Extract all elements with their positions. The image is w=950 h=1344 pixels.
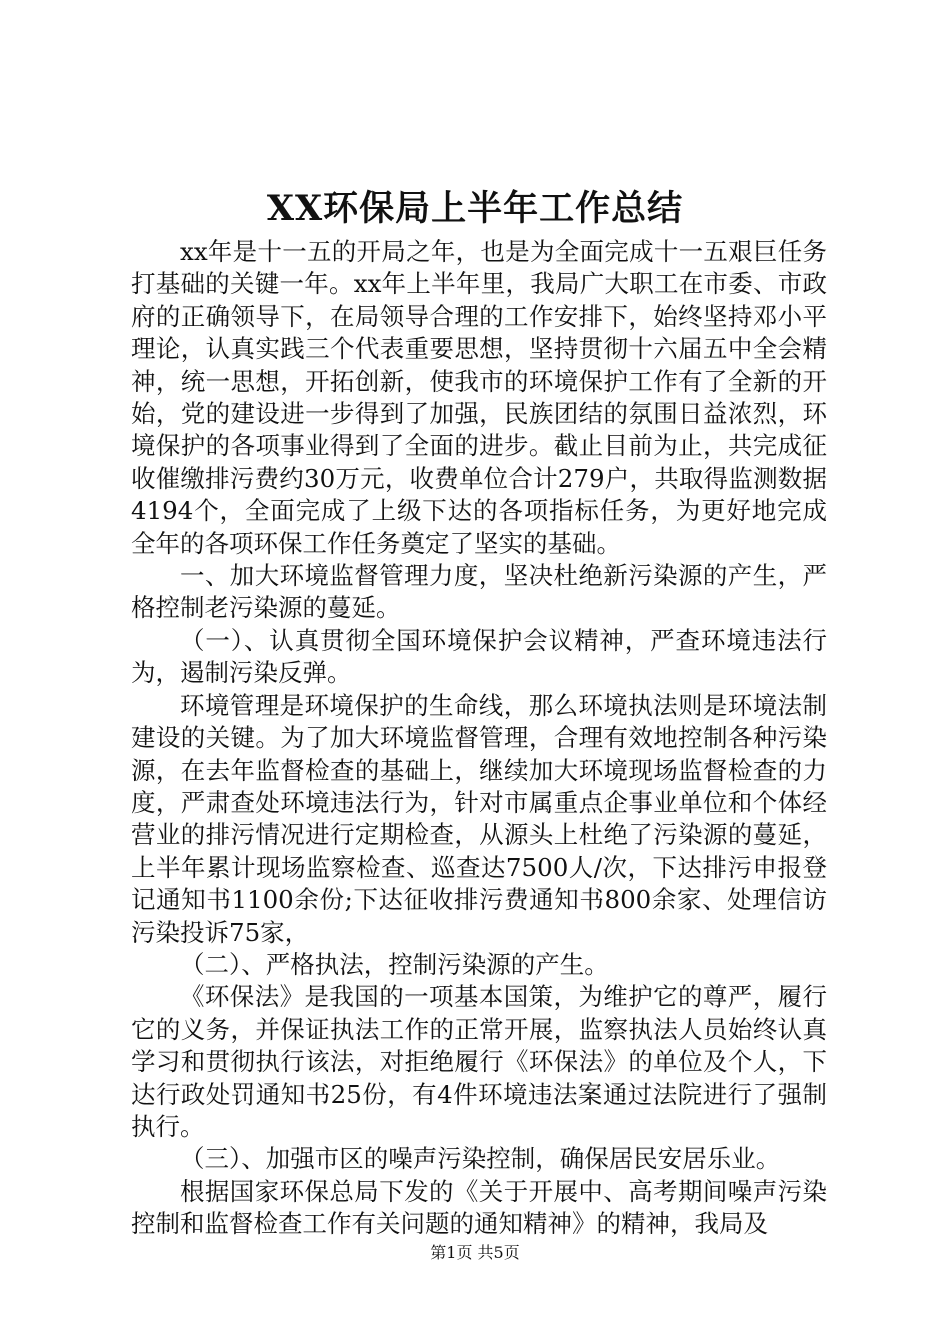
paragraph: （二）、严格执法，控制污染源的产生。	[180, 949, 609, 979]
page-title: XX环保局上半年工作总结	[266, 188, 684, 229]
paragraph: 根据国家环保总局下发的《关于开展中、高考期间噪声污染控制和监督检查工作有关问题的通知精神》的精神，我局及	[131, 1176, 827, 1239]
paragraph: （一）、认真贯彻全国环境保护会议精神，严查环境违法行为，遏制污染反弹。	[131, 625, 827, 688]
paragraph: 一、加大环境监督管理力度，坚决杜绝新污染源的产生，严格控制老污染源的蔓延。	[131, 561, 827, 623]
page-footer: 第1页 共5页	[430, 1243, 520, 1262]
document-body	[131, 236, 827, 1241]
paragraph: xx年是十一五的开局之年，也是为全面完成十一五艰巨任务打基础的关键一年。xx年上半年里，我局广大职工在市委、市政府的正确领导下，在局领导合理的工作安排下，始终坚持邓小平理论，认真实践三个代表重要思想，坚持贯彻十六届五中全会精神，统一思想，开拓创新，使我市的环境保护工作有了全新的开始，党的建设进一步得到了加强，民族团结的氛围日益浓烈，环境保护的各项事业得到了全面的进步。截止目前为止，共完成征收催缴排污费约30万元，收费单位合计279户，共取得监测数据4194个，全面完成了上级下达的各项指标任务，为更好地完成全年的各项环保工作任务奠定了坚实的基础。	[131, 237, 827, 558]
paragraph: 环境管理是环境保护的生命线，那么环境执法则是环境法制建设的关键。为了加大环境监督管理，合理有效地控制各种污染源，在去年监督检查的基础上，继续加大环境现场监督检查的力度，严肃查处环境违法行为，针对市属重点企事业单位和个体经营业的排污情况进行定期检查，从源头上杜绝了污染源的蔓延，上半年累计现场监察检查、巡查达7500人/次，下达排污申报登记通知书1100余份;下达征收排污费通知书800余家、处理信访污染投诉75家，	[131, 690, 827, 947]
paragraph: 《环保法》是我国的一项基本国策，为维护它的尊严，履行它的义务，并保证执法工作的正常开展，监察执法人员始终认真学习和贯彻执行该法，对拒绝履行《环保法》的单位及个人，下达行政处罚通知书25份，有4件环境违法案通过法院进行了强制执行。	[131, 982, 827, 1141]
paragraph: （三）、加强市区的噪声污染控制，确保居民安居乐业。	[180, 1144, 781, 1174]
